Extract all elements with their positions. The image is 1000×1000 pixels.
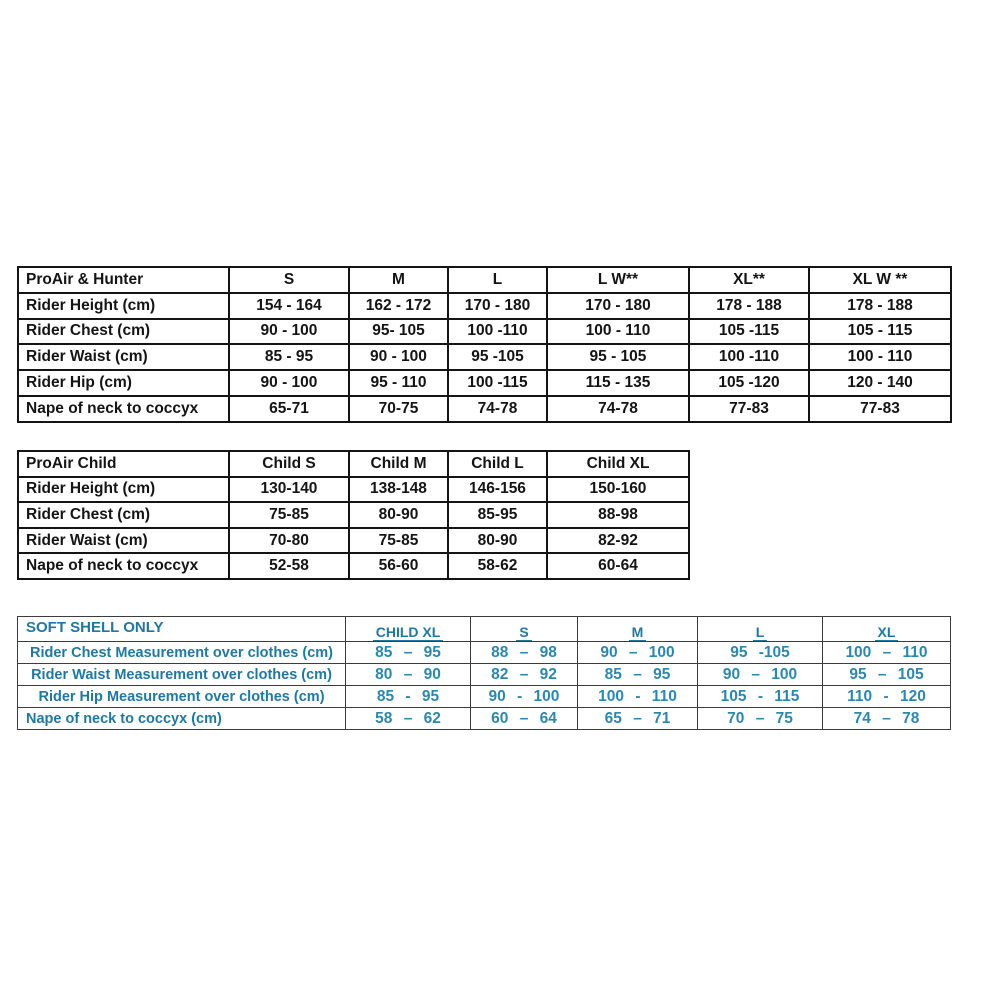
header-row bbox=[18, 451, 689, 477]
value-cell: 88 – 98 bbox=[471, 642, 578, 664]
value-cell: 90 - 100 bbox=[349, 344, 448, 370]
header-row bbox=[18, 617, 951, 642]
value-cell: 80-90 bbox=[349, 502, 448, 528]
value-cell: 95 - 110 bbox=[349, 370, 448, 396]
value-cell: 105 - 115 bbox=[698, 686, 823, 708]
value-cell: 85 – 95 bbox=[346, 642, 471, 664]
row-label: Rider Chest (cm) bbox=[18, 502, 229, 528]
column-header: Child L bbox=[448, 451, 547, 477]
value-cell: 82-92 bbox=[547, 528, 689, 554]
row-label: Nape of neck to coccyx bbox=[18, 396, 229, 422]
row-label: Rider Waist Measurement over clothes (cm) bbox=[18, 664, 346, 686]
row-label: Nape of neck to coccyx bbox=[18, 553, 229, 579]
value-cell: 56-60 bbox=[349, 553, 448, 579]
row-label: Rider Chest Measurement over clothes (cm) bbox=[18, 642, 346, 664]
value-cell: 90 – 100 bbox=[578, 642, 698, 664]
column-header: S bbox=[229, 267, 349, 293]
value-cell: 110 - 120 bbox=[823, 686, 951, 708]
value-cell: 74-78 bbox=[448, 396, 547, 422]
value-cell: 178 - 188 bbox=[689, 293, 809, 319]
value-cell: 100 – 110 bbox=[823, 642, 951, 664]
table-row bbox=[18, 708, 951, 730]
value-cell: 150-160 bbox=[547, 477, 689, 503]
column-header: XL** bbox=[689, 267, 809, 293]
table-title: ProAir Child bbox=[18, 451, 229, 477]
table-row bbox=[18, 528, 689, 554]
value-cell: 85 - 95 bbox=[229, 344, 349, 370]
value-cell: 77-83 bbox=[809, 396, 951, 422]
value-cell: 105 -115 bbox=[689, 319, 809, 345]
value-cell: 170 - 180 bbox=[547, 293, 689, 319]
row-label: Rider Height (cm) bbox=[18, 477, 229, 503]
value-cell: 170 - 180 bbox=[448, 293, 547, 319]
value-cell: 80-90 bbox=[448, 528, 547, 554]
table-row bbox=[18, 293, 951, 319]
value-cell: 70-80 bbox=[229, 528, 349, 554]
value-cell: 85-95 bbox=[448, 502, 547, 528]
table-row bbox=[18, 686, 951, 708]
value-cell: 82 – 92 bbox=[471, 664, 578, 686]
sizing-table-proair-child bbox=[17, 450, 690, 580]
value-cell: 100 -110 bbox=[689, 344, 809, 370]
column-header: M bbox=[578, 617, 698, 642]
value-cell: 90 - 100 bbox=[229, 370, 349, 396]
value-cell: 146-156 bbox=[448, 477, 547, 503]
value-cell: 75-85 bbox=[349, 528, 448, 554]
value-cell: 105 -120 bbox=[689, 370, 809, 396]
row-label: Rider Waist (cm) bbox=[18, 344, 229, 370]
value-cell: 138-148 bbox=[349, 477, 448, 503]
column-header: M bbox=[349, 267, 448, 293]
value-cell: 90 - 100 bbox=[229, 319, 349, 345]
value-cell: 52-58 bbox=[229, 553, 349, 579]
value-cell: 74 – 78 bbox=[823, 708, 951, 730]
column-header: S bbox=[471, 617, 578, 642]
value-cell: 105 - 115 bbox=[809, 319, 951, 345]
column-header: Child S bbox=[229, 451, 349, 477]
value-cell: 100 - 110 bbox=[578, 686, 698, 708]
table-row bbox=[18, 642, 951, 664]
value-cell: 162 - 172 bbox=[349, 293, 448, 319]
table-row bbox=[18, 396, 951, 422]
column-header: CHILD XL bbox=[346, 617, 471, 642]
value-cell: 85 – 95 bbox=[578, 664, 698, 686]
value-cell: 75-85 bbox=[229, 502, 349, 528]
header-row bbox=[18, 267, 951, 293]
column-header: XL bbox=[823, 617, 951, 642]
row-label: Rider Height (cm) bbox=[18, 293, 229, 319]
row-label: Rider Hip Measurement over clothes (cm) bbox=[18, 686, 346, 708]
value-cell: 85 - 95 bbox=[346, 686, 471, 708]
value-cell: 77-83 bbox=[689, 396, 809, 422]
value-cell: 58-62 bbox=[448, 553, 547, 579]
sizing-table-soft-shell bbox=[17, 616, 951, 730]
table-row bbox=[18, 553, 689, 579]
table-title: ProAir & Hunter bbox=[18, 267, 229, 293]
column-header: L bbox=[698, 617, 823, 642]
table-row bbox=[18, 344, 951, 370]
value-cell: 90 – 100 bbox=[698, 664, 823, 686]
row-label: Nape of neck to coccyx (cm) bbox=[18, 708, 346, 730]
table-row bbox=[18, 502, 689, 528]
table-row bbox=[18, 477, 689, 503]
row-label: Rider Chest (cm) bbox=[18, 319, 229, 345]
value-cell: 95 – 105 bbox=[823, 664, 951, 686]
value-cell: 95 - 105 bbox=[547, 344, 689, 370]
value-cell: 95- 105 bbox=[349, 319, 448, 345]
column-header: L bbox=[448, 267, 547, 293]
row-label: Rider Waist (cm) bbox=[18, 528, 229, 554]
value-cell: 95 -105 bbox=[448, 344, 547, 370]
value-cell: 154 - 164 bbox=[229, 293, 349, 319]
value-cell: 100 -110 bbox=[448, 319, 547, 345]
column-header: XL W ** bbox=[809, 267, 951, 293]
value-cell: 58 – 62 bbox=[346, 708, 471, 730]
column-header: Child M bbox=[349, 451, 448, 477]
value-cell: 80 – 90 bbox=[346, 664, 471, 686]
value-cell: 70 – 75 bbox=[698, 708, 823, 730]
value-cell: 70-75 bbox=[349, 396, 448, 422]
value-cell: 65 – 71 bbox=[578, 708, 698, 730]
value-cell: 74-78 bbox=[547, 396, 689, 422]
table-row bbox=[18, 319, 951, 345]
value-cell: 100 - 110 bbox=[547, 319, 689, 345]
value-cell: 178 - 188 bbox=[809, 293, 951, 319]
row-label: Rider Hip (cm) bbox=[18, 370, 229, 396]
column-header: Child XL bbox=[547, 451, 689, 477]
column-header: L W** bbox=[547, 267, 689, 293]
value-cell: 100 -115 bbox=[448, 370, 547, 396]
value-cell: 115 - 135 bbox=[547, 370, 689, 396]
value-cell: 120 - 140 bbox=[809, 370, 951, 396]
sizing-table-proair-hunter bbox=[17, 266, 952, 423]
table-row bbox=[18, 664, 951, 686]
value-cell: 60-64 bbox=[547, 553, 689, 579]
table-row bbox=[18, 370, 951, 396]
table-title: SOFT SHELL ONLY bbox=[18, 617, 346, 642]
value-cell: 95 -105 bbox=[698, 642, 823, 664]
value-cell: 65-71 bbox=[229, 396, 349, 422]
value-cell: 90 - 100 bbox=[471, 686, 578, 708]
value-cell: 100 - 110 bbox=[809, 344, 951, 370]
value-cell: 130-140 bbox=[229, 477, 349, 503]
value-cell: 88-98 bbox=[547, 502, 689, 528]
value-cell: 60 – 64 bbox=[471, 708, 578, 730]
